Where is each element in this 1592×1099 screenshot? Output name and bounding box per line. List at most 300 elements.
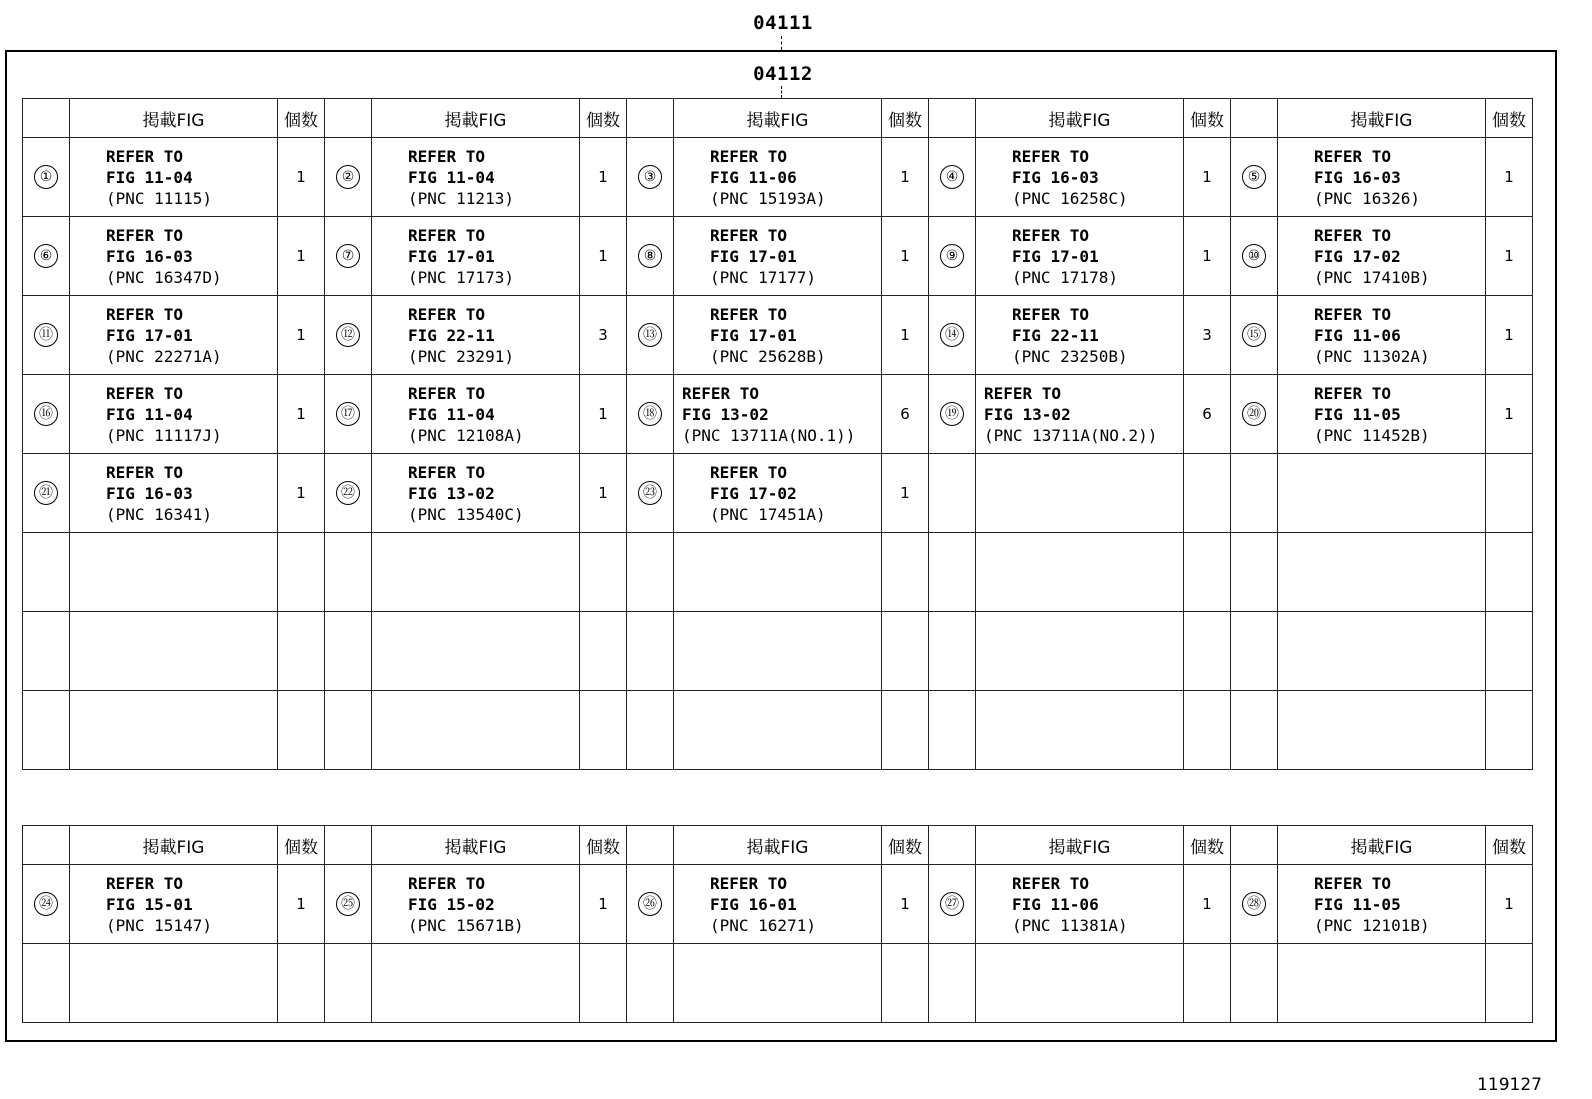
quantity-cell [1486, 533, 1533, 612]
fig-reference[interactable] [70, 225, 277, 288]
fig-reference-pnc-number: (PNC 16347D) [106, 267, 222, 287]
quantity-cell: 6 [882, 375, 929, 454]
item-number-cell [627, 691, 674, 770]
fig-reference-refer-label: REFER TO [1314, 225, 1392, 245]
header-qty: 個数 [1486, 99, 1533, 138]
item-number-cell [627, 375, 674, 454]
fig-reference[interactable] [70, 462, 277, 525]
fig-reference-cell [372, 533, 580, 612]
quantity-cell [1486, 944, 1533, 1023]
fig-reference-fig-number: FIG 16-03 [1314, 167, 1401, 187]
quantity-cell [1486, 612, 1533, 691]
quantity-cell [882, 944, 929, 1023]
fig-reference-cell [372, 375, 580, 454]
fig-reference[interactable] [70, 146, 277, 209]
fig-reference[interactable] [70, 304, 277, 367]
fig-reference-refer-label: REFER TO [710, 873, 788, 893]
fig-reference-fig-number: FIG 22-11 [408, 325, 495, 345]
item-number-cell [325, 217, 372, 296]
fig-reference-cell [674, 533, 882, 612]
quantity-cell: 1 [580, 454, 627, 533]
item-number-cell [929, 944, 976, 1023]
illustration-id: 119127 [1477, 1075, 1542, 1095]
item-number-badge: ⑲ [940, 402, 964, 426]
fig-reference-refer-label: REFER TO [682, 383, 760, 403]
quantity-cell [278, 944, 325, 1023]
quantity-cell: 1 [1184, 217, 1231, 296]
fig-reference-pnc-number: (PNC 13711A(NO.1)) [682, 425, 856, 445]
quantity-cell: 3 [580, 296, 627, 375]
quantity-cell: 1 [1486, 217, 1533, 296]
item-number-cell [23, 375, 70, 454]
fig-reference[interactable] [976, 225, 1183, 288]
table-row [23, 296, 1533, 375]
fig-reference-pnc-number: (PNC 17451A) [710, 504, 826, 524]
header-qty: 個数 [580, 826, 627, 865]
item-number-cell [325, 612, 372, 691]
table-row [23, 865, 1533, 944]
fig-reference-cell [372, 612, 580, 691]
fig-reference[interactable] [372, 383, 579, 446]
quantity-cell: 1 [1184, 865, 1231, 944]
item-number-cell [1231, 944, 1278, 1023]
fig-reference-pnc-number: (PNC 11452B) [1314, 425, 1430, 445]
fig-reference-fig-number: FIG 16-03 [1012, 167, 1099, 187]
item-number-cell [929, 612, 976, 691]
fig-reference-pnc-number: (PNC 17178) [1012, 267, 1118, 287]
fig-reference-fig-number: FIG 17-02 [710, 483, 797, 503]
header-num-cell [1231, 826, 1278, 865]
fig-reference-refer-label: REFER TO [106, 225, 184, 245]
fig-reference-cell [70, 865, 278, 944]
header-fig: 掲載FIG [976, 826, 1184, 865]
fig-reference-cell [976, 375, 1184, 454]
fig-reference-pnc-number: (PNC 13540C) [408, 504, 524, 524]
fig-reference-refer-label: REFER TO [408, 225, 486, 245]
fig-reference-refer-label: REFER TO [106, 146, 184, 166]
fig-reference-cell [976, 217, 1184, 296]
quantity-cell [1184, 691, 1231, 770]
quantity-cell [882, 612, 929, 691]
fig-reference-cell [674, 944, 882, 1023]
fig-reference[interactable] [674, 873, 881, 936]
parts-reference-table-main [22, 98, 1533, 770]
header-fig: 掲載FIG [70, 99, 278, 138]
header-qty: 個数 [580, 99, 627, 138]
item-number-cell [627, 533, 674, 612]
item-number-badge: ⑭ [940, 323, 964, 347]
fig-reference-refer-label: REFER TO [408, 873, 486, 893]
fig-reference-cell [976, 944, 1184, 1023]
fig-reference[interactable] [1278, 873, 1485, 936]
fig-reference-refer-label: REFER TO [1012, 873, 1090, 893]
fig-reference-cell [70, 217, 278, 296]
item-number-cell [627, 865, 674, 944]
quantity-cell [278, 691, 325, 770]
item-number-badge: ㉑ [34, 481, 58, 505]
item-number-cell [325, 944, 372, 1023]
fig-reference-pnc-number: (PNC 15193A) [710, 188, 826, 208]
quantity-cell [882, 533, 929, 612]
header-num-cell [627, 99, 674, 138]
fig-reference-pnc-number: (PNC 16271) [710, 915, 816, 935]
fig-reference-cell [1278, 944, 1486, 1023]
quantity-cell: 1 [1184, 138, 1231, 217]
fig-reference-pnc-number: (PNC 15147) [106, 915, 212, 935]
fig-reference-cell [372, 944, 580, 1023]
fig-reference-fig-number: FIG 11-04 [408, 404, 495, 424]
quantity-cell: 1 [278, 375, 325, 454]
item-number-cell [325, 296, 372, 375]
item-number-cell [1231, 217, 1278, 296]
fig-reference-refer-label: REFER TO [408, 462, 486, 482]
item-number-badge: ⑯ [34, 402, 58, 426]
item-number-badge: ⑨ [940, 244, 964, 268]
item-number-badge: ⑤ [1242, 165, 1266, 189]
fig-reference[interactable] [674, 146, 881, 209]
table-row [23, 691, 1533, 770]
fig-reference-pnc-number: (PNC 23250B) [1012, 346, 1128, 366]
quantity-cell: 1 [580, 138, 627, 217]
fig-reference[interactable] [372, 304, 579, 367]
item-number-badge: ② [336, 165, 360, 189]
item-number-cell [627, 612, 674, 691]
fig-reference-cell [674, 138, 882, 217]
item-number-cell [23, 454, 70, 533]
header-qty: 個数 [882, 826, 929, 865]
fig-reference-fig-number: FIG 11-06 [1314, 325, 1401, 345]
header-qty: 個数 [1184, 99, 1231, 138]
fig-reference-cell [674, 612, 882, 691]
item-number-cell [627, 217, 674, 296]
table-row [23, 454, 1533, 533]
quantity-cell [1184, 612, 1231, 691]
item-number-cell [1231, 612, 1278, 691]
fig-reference-refer-label: REFER TO [1314, 304, 1392, 324]
item-number-cell [23, 138, 70, 217]
item-number-cell [1231, 865, 1278, 944]
fig-reference-fig-number: FIG 17-01 [1012, 246, 1099, 266]
quantity-cell [1486, 454, 1533, 533]
quantity-cell [1184, 533, 1231, 612]
item-number-badge: ⑦ [336, 244, 360, 268]
fig-reference-cell [70, 691, 278, 770]
item-number-cell [627, 944, 674, 1023]
item-number-cell [23, 217, 70, 296]
fig-reference-fig-number: FIG 11-05 [1314, 894, 1401, 914]
fig-reference-cell [674, 217, 882, 296]
item-number-badge: ⑬ [638, 323, 662, 347]
fig-reference-refer-label: REFER TO [984, 383, 1062, 403]
fig-reference-cell [1278, 533, 1486, 612]
fig-reference[interactable] [372, 462, 579, 525]
fig-reference-refer-label: REFER TO [1314, 873, 1392, 893]
fig-reference-fig-number: FIG 13-02 [682, 404, 769, 424]
fig-reference-cell [674, 691, 882, 770]
fig-reference-pnc-number: (PNC 16258C) [1012, 188, 1128, 208]
item-number-badge: ㉖ [638, 892, 662, 916]
fig-reference[interactable] [976, 873, 1183, 936]
fig-reference-fig-number: FIG 13-02 [984, 404, 1071, 424]
fig-reference-refer-label: REFER TO [710, 304, 788, 324]
fig-reference-pnc-number: (PNC 17410B) [1314, 267, 1430, 287]
item-number-badge: ㉘ [1242, 892, 1266, 916]
item-number-cell [23, 296, 70, 375]
quantity-cell: 1 [580, 865, 627, 944]
header-qty: 個数 [1486, 826, 1533, 865]
fig-reference-refer-label: REFER TO [1012, 225, 1090, 245]
item-number-cell [929, 217, 976, 296]
fig-reference-cell [70, 533, 278, 612]
item-number-badge: ㉔ [34, 892, 58, 916]
quantity-cell: 1 [278, 217, 325, 296]
fig-reference[interactable] [372, 873, 579, 936]
item-number-cell [1231, 375, 1278, 454]
item-number-cell [929, 533, 976, 612]
fig-reference-fig-number: FIG 11-05 [1314, 404, 1401, 424]
table-row [23, 612, 1533, 691]
fig-reference-cell [70, 944, 278, 1023]
header-fig: 掲載FIG [976, 99, 1184, 138]
header-fig: 掲載FIG [674, 99, 882, 138]
header-num-cell [325, 99, 372, 138]
header-fig: 掲載FIG [372, 99, 580, 138]
item-number-badge: ④ [940, 165, 964, 189]
quantity-cell: 1 [278, 454, 325, 533]
fig-reference-refer-label: REFER TO [1314, 383, 1392, 403]
item-number-badge: ㉕ [336, 892, 360, 916]
fig-reference-cell [372, 865, 580, 944]
item-number-cell [929, 454, 976, 533]
fig-reference-cell [372, 296, 580, 375]
table-row [23, 138, 1533, 217]
fig-reference-fig-number: FIG 11-06 [710, 167, 797, 187]
assembly-leader-line [781, 36, 782, 50]
fig-reference-refer-label: REFER TO [408, 383, 486, 403]
fig-reference-pnc-number: (PNC 15671B) [408, 915, 524, 935]
fig-reference-fig-number: FIG 13-02 [408, 483, 495, 503]
fig-reference-cell [674, 296, 882, 375]
fig-reference[interactable] [674, 462, 881, 525]
fig-reference-refer-label: REFER TO [710, 146, 788, 166]
header-fig: 掲載FIG [674, 826, 882, 865]
fig-reference[interactable] [70, 383, 277, 446]
header-qty: 個数 [278, 99, 325, 138]
fig-reference-cell [976, 454, 1184, 533]
fig-reference-pnc-number: (PNC 17173) [408, 267, 514, 287]
item-number-cell [325, 865, 372, 944]
fig-reference-fig-number: FIG 11-04 [106, 404, 193, 424]
fig-reference[interactable] [976, 383, 1183, 446]
item-number-cell [325, 375, 372, 454]
item-number-cell [929, 138, 976, 217]
fig-reference-refer-label: REFER TO [710, 462, 788, 482]
fig-reference[interactable] [1278, 304, 1485, 367]
table-header-row [23, 826, 1533, 865]
quantity-cell: 1 [882, 454, 929, 533]
item-number-badge: ⑪ [34, 323, 58, 347]
item-number-cell [325, 533, 372, 612]
item-number-cell [627, 138, 674, 217]
quantity-cell [580, 612, 627, 691]
quantity-cell [580, 533, 627, 612]
item-number-cell [1231, 138, 1278, 217]
fig-reference-refer-label: REFER TO [1012, 304, 1090, 324]
fig-reference[interactable] [674, 304, 881, 367]
fig-reference-pnc-number: (PNC 22271A) [106, 346, 222, 366]
fig-reference-pnc-number: (PNC 23291) [408, 346, 514, 366]
header-qty: 個数 [278, 826, 325, 865]
fig-reference-refer-label: REFER TO [106, 304, 184, 324]
item-number-badge: ⑳ [1242, 402, 1266, 426]
header-fig: 掲載FIG [1278, 99, 1486, 138]
item-number-cell [627, 454, 674, 533]
quantity-cell: 1 [580, 375, 627, 454]
fig-reference-cell [372, 217, 580, 296]
fig-reference-refer-label: REFER TO [106, 383, 184, 403]
fig-reference-cell [70, 375, 278, 454]
fig-reference-cell [976, 865, 1184, 944]
fig-reference-refer-label: REFER TO [106, 873, 184, 893]
item-number-cell [23, 612, 70, 691]
fig-reference[interactable] [1278, 225, 1485, 288]
header-num-cell [1231, 99, 1278, 138]
item-number-badge: ⑮ [1242, 323, 1266, 347]
item-number-badge: ⑰ [336, 402, 360, 426]
fig-reference[interactable] [70, 873, 277, 936]
fig-reference-cell [70, 612, 278, 691]
fig-reference[interactable] [674, 225, 881, 288]
fig-reference-refer-label: REFER TO [710, 225, 788, 245]
table-row [23, 217, 1533, 296]
header-fig: 掲載FIG [372, 826, 580, 865]
quantity-cell [580, 944, 627, 1023]
fig-reference-fig-number: FIG 15-02 [408, 894, 495, 914]
fig-reference-cell [1278, 691, 1486, 770]
fig-reference-pnc-number: (PNC 11381A) [1012, 915, 1128, 935]
fig-reference-cell [976, 691, 1184, 770]
fig-reference[interactable] [1278, 383, 1485, 446]
fig-reference-cell [70, 454, 278, 533]
fig-reference-pnc-number: (PNC 11213) [408, 188, 514, 208]
fig-reference-cell [976, 533, 1184, 612]
quantity-cell: 1 [278, 138, 325, 217]
header-num-cell [929, 99, 976, 138]
quantity-cell: 1 [882, 296, 929, 375]
fig-reference[interactable] [372, 225, 579, 288]
item-number-cell [627, 296, 674, 375]
fig-reference[interactable] [1278, 146, 1485, 209]
item-number-cell [325, 454, 372, 533]
subassembly-leader-line [781, 86, 782, 98]
quantity-cell [278, 612, 325, 691]
assembly-code: 04111 [753, 12, 813, 34]
fig-reference-refer-label: REFER TO [1012, 146, 1090, 166]
fig-reference-cell [674, 375, 882, 454]
fig-reference-fig-number: FIG 17-01 [710, 246, 797, 266]
quantity-cell [278, 533, 325, 612]
fig-reference-cell [372, 454, 580, 533]
quantity-cell [1486, 691, 1533, 770]
subassembly-code: 04112 [753, 63, 813, 85]
item-number-badge: ③ [638, 165, 662, 189]
fig-reference-cell [1278, 865, 1486, 944]
quantity-cell: 1 [1486, 296, 1533, 375]
fig-reference-fig-number: FIG 17-02 [1314, 246, 1401, 266]
fig-reference-fig-number: FIG 17-01 [710, 325, 797, 345]
fig-reference-cell [674, 454, 882, 533]
quantity-cell: 1 [1486, 375, 1533, 454]
fig-reference-fig-number: FIG 11-04 [106, 167, 193, 187]
fig-reference-cell [674, 865, 882, 944]
item-number-cell [23, 533, 70, 612]
item-number-cell [1231, 533, 1278, 612]
header-fig: 掲載FIG [1278, 826, 1486, 865]
fig-reference-refer-label: REFER TO [1314, 146, 1392, 166]
quantity-cell: 6 [1184, 375, 1231, 454]
fig-reference-fig-number: FIG 22-11 [1012, 325, 1099, 345]
quantity-cell: 1 [882, 865, 929, 944]
fig-reference-fig-number: FIG 11-06 [1012, 894, 1099, 914]
fig-reference-fig-number: FIG 17-01 [106, 325, 193, 345]
quantity-cell: 1 [278, 296, 325, 375]
item-number-badge: ㉓ [638, 481, 662, 505]
fig-reference[interactable] [976, 304, 1183, 367]
parts-reference-table-secondary [22, 825, 1533, 1023]
quantity-cell [580, 691, 627, 770]
fig-reference-fig-number: FIG 17-01 [408, 246, 495, 266]
fig-reference-cell [1278, 375, 1486, 454]
quantity-cell: 1 [882, 217, 929, 296]
quantity-cell: 3 [1184, 296, 1231, 375]
table-row [23, 375, 1533, 454]
header-num-cell [23, 826, 70, 865]
header-num-cell [627, 826, 674, 865]
item-number-cell [23, 865, 70, 944]
item-number-cell [1231, 691, 1278, 770]
fig-reference-cell [1278, 454, 1486, 533]
quantity-cell: 1 [1486, 138, 1533, 217]
quantity-cell [1184, 454, 1231, 533]
fig-reference-fig-number: FIG 11-04 [408, 167, 495, 187]
fig-reference-fig-number: FIG 16-01 [710, 894, 797, 914]
fig-reference-cell [1278, 217, 1486, 296]
fig-reference-pnc-number: (PNC 25628B) [710, 346, 826, 366]
item-number-cell [1231, 296, 1278, 375]
fig-reference-pnc-number: (PNC 11302A) [1314, 346, 1430, 366]
item-number-cell [325, 691, 372, 770]
fig-reference-cell [1278, 138, 1486, 217]
fig-reference-cell [976, 612, 1184, 691]
item-number-cell [1231, 454, 1278, 533]
quantity-cell: 1 [1486, 865, 1533, 944]
fig-reference-pnc-number: (PNC 16341) [106, 504, 212, 524]
fig-reference[interactable] [674, 383, 881, 446]
fig-reference[interactable] [976, 146, 1183, 209]
item-number-badge: ⑱ [638, 402, 662, 426]
header-num-cell [23, 99, 70, 138]
fig-reference[interactable] [372, 146, 579, 209]
fig-reference-pnc-number: (PNC 17177) [710, 267, 816, 287]
item-number-cell [929, 865, 976, 944]
item-number-cell [929, 296, 976, 375]
item-number-badge: ㉗ [940, 892, 964, 916]
fig-reference-cell [372, 138, 580, 217]
quantity-cell: 1 [278, 865, 325, 944]
item-number-badge: ⑫ [336, 323, 360, 347]
fig-reference-pnc-number: (PNC 13711A(NO.2)) [984, 425, 1158, 445]
fig-reference-pnc-number: (PNC 11115) [106, 188, 212, 208]
